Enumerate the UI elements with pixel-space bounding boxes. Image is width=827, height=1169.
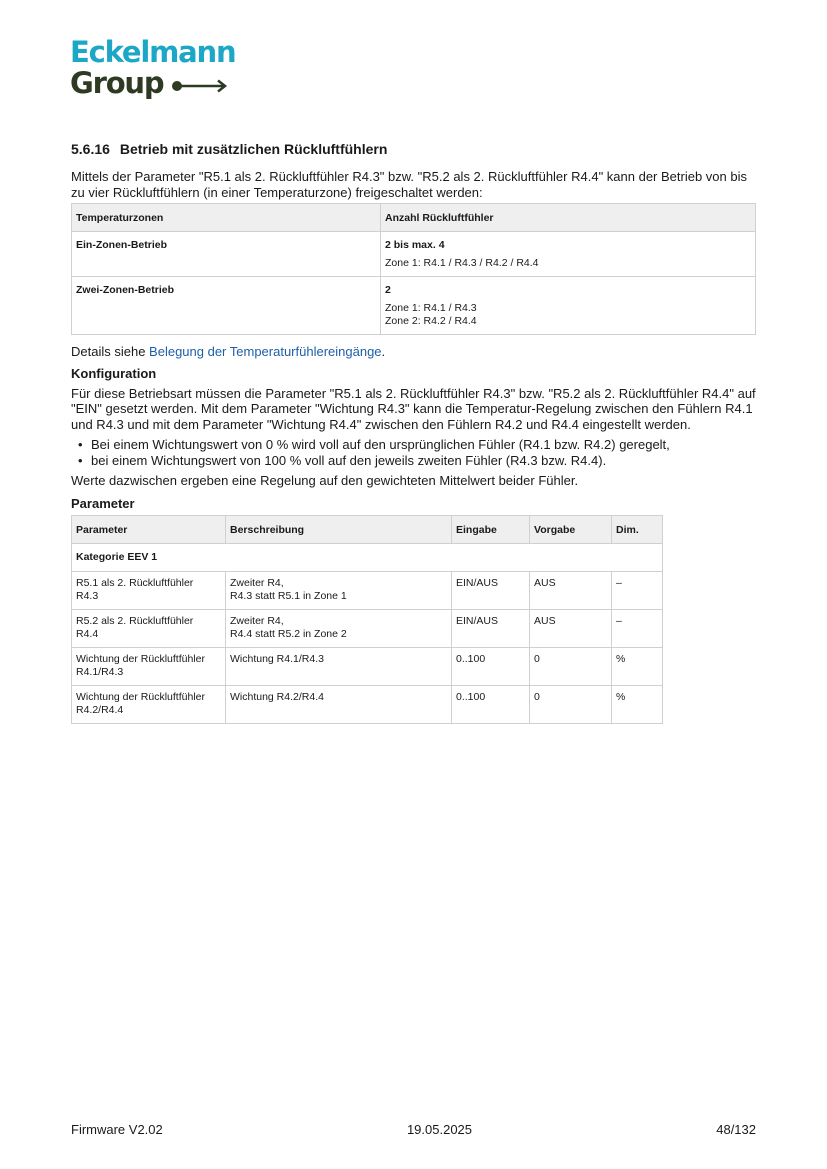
parameter-heading: Parameter [71, 495, 135, 511]
section-title [71, 140, 756, 158]
param-header-parameter: Parameter [72, 515, 226, 543]
table-row [72, 647, 663, 685]
zone-count: 2 bis max. 4 [385, 239, 445, 251]
zone-sensors [381, 232, 756, 277]
konfiguration-heading: Konfiguration [71, 365, 157, 381]
zone-sensors [381, 277, 756, 335]
param-dim: % [612, 685, 663, 723]
footer-date: 19.05.2025 [406, 1122, 473, 1137]
table-row [72, 277, 756, 335]
footer-firmware: Firmware V2.02 [71, 1122, 163, 1137]
section-number: 5.6.16 [71, 141, 110, 157]
parameter-table [71, 515, 663, 724]
param-vorgabe: AUS [530, 571, 612, 609]
zone-line: Zone 2: R4.2 / R4.4 [385, 315, 477, 327]
param-vorgabe: AUS [530, 609, 612, 647]
intro-paragraph: Mittels der Parameter "R5.1 als 2. Rückluftfühler R4.3" bzw. "R5.2 als 2. Rückluftfühler R4.4" kann der Betrieb von bis zu vier Rückluftfühlern (in einer Temperaturzone) freigeschaltet werden: [71, 169, 747, 200]
table-row [72, 609, 663, 647]
param-name: R5.2 als 2. Rückluftfühler R4.4 [72, 609, 226, 647]
zones-table [71, 203, 756, 335]
param-description: Zweiter R4, R4.4 statt R5.2 in Zone 2 [226, 609, 452, 647]
param-header-vorgabe: Vorgabe [530, 515, 612, 543]
logo-row-group [70, 68, 235, 99]
param-description: Wichtung R4.1/R4.3 [226, 647, 452, 685]
zone-count: 2 [385, 284, 391, 296]
details-prefix: Details siehe [71, 344, 150, 359]
param-header-dim: Dim. [612, 515, 663, 543]
zones-header-zones: Temperaturzonen [72, 204, 381, 232]
details-paragraph [71, 344, 756, 360]
section-title-text: Betrieb mit zusätzlichen Rückluftfühlern [119, 141, 388, 157]
logo-text-eckelmann: Eckelmann [70, 35, 236, 69]
param-dim: – [612, 609, 663, 647]
param-vorgabe: 0 [530, 685, 612, 723]
param-eingabe: 0..100 [452, 647, 530, 685]
logo-arrow-icon [171, 79, 229, 93]
main-content [71, 140, 756, 724]
list-item: • bei einem Wichtungswert von 100 % voll auf den jeweils zweiten Fühler (R4.3 bzw. R4.4). [71, 453, 756, 469]
param-dim: % [612, 647, 663, 685]
param-eingabe: 0..100 [452, 685, 530, 723]
zone-name: Ein-Zonen-Betrieb [72, 232, 381, 277]
after-list-paragraph: Werte dazwischen ergeben eine Regelung auf den gewichteten Mittelwert beider Fühler. [71, 473, 579, 488]
table-row [72, 232, 756, 277]
param-description: Wichtung R4.2/R4.4 [226, 685, 452, 723]
zone-name: Zwei-Zonen-Betrieb [72, 277, 381, 335]
zone-line: Zone 1: R4.1 / R4.3 / R4.2 / R4.4 [385, 257, 539, 269]
parameter-table-header-row [72, 515, 663, 543]
zones-table-header-row [72, 204, 756, 232]
param-name: R5.1 als 2. Rückluftfühler R4.3 [72, 571, 226, 609]
zones-header-count: Anzahl Rückluftfühler [381, 204, 756, 232]
param-header-description: Berschreibung [226, 515, 452, 543]
param-dim: – [612, 571, 663, 609]
table-row [72, 571, 663, 609]
param-name: Wichtung der Rückluftfühler R4.2/R4.4 [72, 685, 226, 723]
category-label: Kategorie EEV 1 [72, 543, 663, 571]
param-vorgabe: 0 [530, 647, 612, 685]
parameter-category-row [72, 543, 663, 571]
konfiguration-paragraph: Für diese Betriebsart müssen die Parameter "R5.1 als 2. Rückluftfühler R4.3" bzw. "R5.2 als 2. Rückluftfühler R4.4" auf "EIN" gesetzt werden. Mit dem Parameter "Wichtung R4.3" kann die Temperatur-Regelung zwischen den Fühlern R4.1 und R4.3 und mit dem Parameter "Wichtung R4.4" zwischen den Fühlern R4.2 und R4.4 eingestellt werden. [71, 385, 756, 432]
param-description: Zweiter R4, R4.3 statt R5.1 in Zone 1 [226, 571, 452, 609]
weighting-list [71, 437, 756, 469]
param-eingabe: EIN/AUS [452, 571, 530, 609]
param-eingabe: EIN/AUS [452, 609, 530, 647]
footer-page-number: 48/132 [716, 1122, 756, 1137]
param-name: Wichtung der Rückluftfühler R4.1/R4.3 [72, 647, 226, 685]
company-logo [70, 37, 235, 99]
list-item: • Bei einem Wichtungswert von 0 % wird voll auf den ursprünglichen Fühler (R4.1 bzw. R4.2) geregelt, [71, 437, 756, 453]
zone-line: Zone 1: R4.1 / R4.3 [385, 302, 477, 314]
details-suffix: . [381, 344, 386, 359]
page-footer [71, 1122, 756, 1137]
param-header-eingabe: Eingabe [452, 515, 530, 543]
table-row [72, 685, 663, 723]
details-link[interactable]: Belegung der Temperaturfühlereingänge [149, 344, 382, 359]
logo-text-group: Group [70, 66, 164, 100]
